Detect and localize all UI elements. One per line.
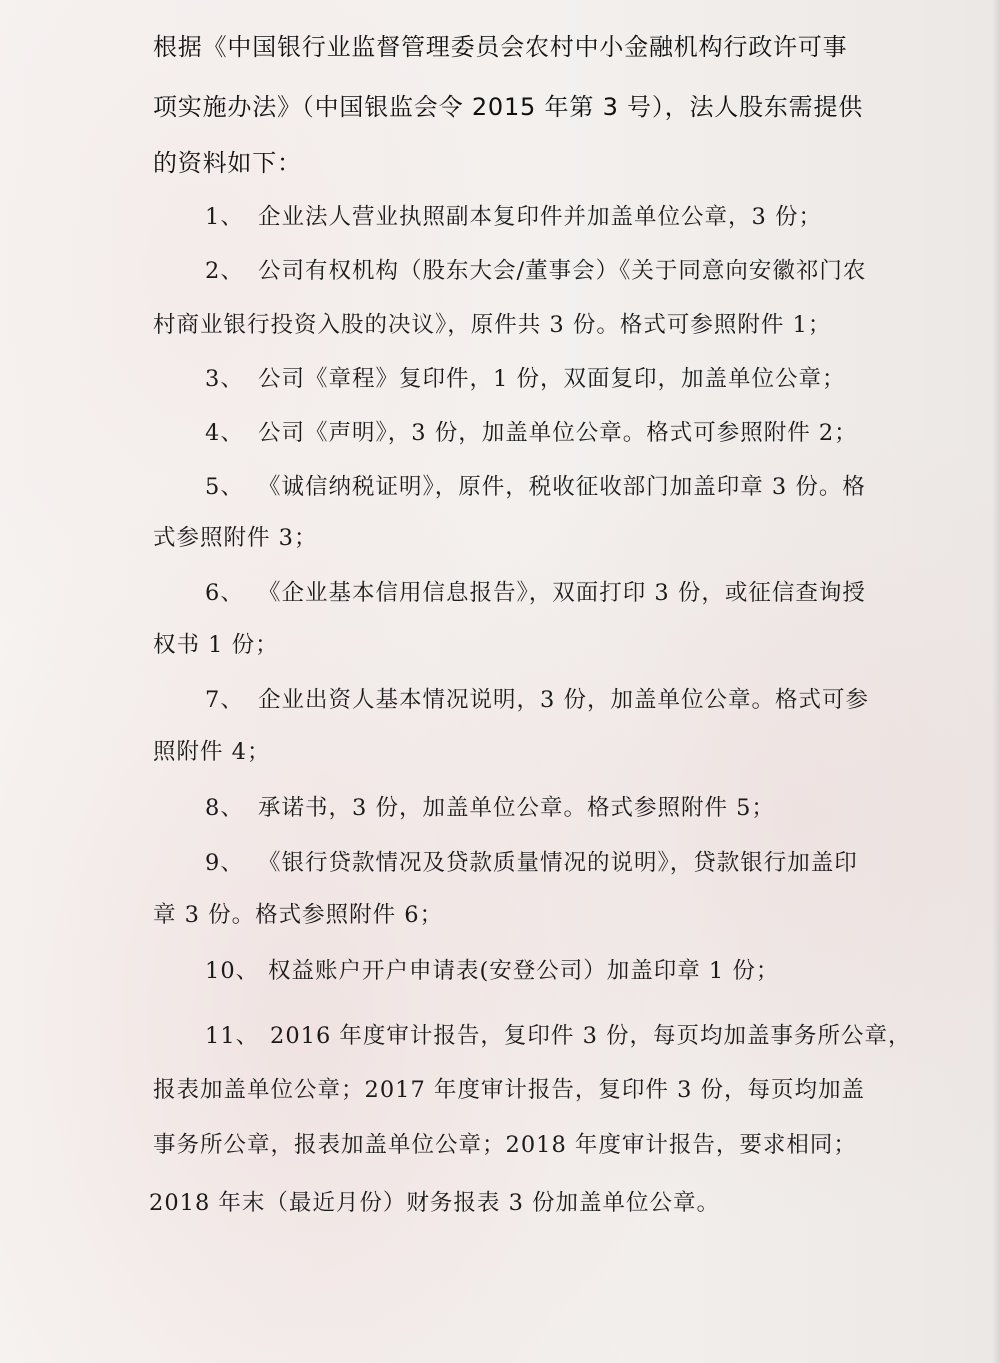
item-3-text: 公司《章程》复印件，1 份，双面复印，加盖单位公章； [258,366,846,392]
item-2-text-line-1: 公司有权机构（股东大会/董事会）《关于同意向安徽祁门农 [258,258,867,284]
item-8-number: 8、 [205,795,244,821]
item-2-text-line-2: 村商业银行投资入股的决议》，原件共 3 份。格式可参照附件 1； [153,312,832,338]
item-9-text-line-1: 《银行贷款情况及贷款质量情况的说明》，贷款银行加盖印 [258,850,858,876]
item-11-text-line-1: 2016 年度审计报告，复印件 3 份，每页均加盖事务所公章， [270,1023,912,1049]
item-1-text: 企业法人营业执照副本复印件并加盖单位公章，3 份； [258,204,822,230]
item-6-number: 6、 [205,580,244,606]
item-9-text-line-2: 章 3 份。格式参照附件 6； [153,902,444,928]
item-11-text-line-4: 2018 年末（最近月份）财务报表 3 份加盖单位公章。 [149,1190,721,1216]
item-7-text-line-1: 企业出资人基本情况说明，3 份，加盖单位公章。格式可参 [258,687,869,713]
intro-line-2: 项实施办法》（中国银监会令 2015 年第 3 号），法人股东需提供 [153,93,864,121]
item-1-number: 1、 [205,204,244,230]
item-6-text-line-2: 权书 1 份； [153,632,279,658]
item-10-number: 10、 [205,958,260,984]
item-4-text: 公司《声明》，3 份，加盖单位公章。格式可参照附件 2； [258,420,858,446]
item-7-number: 7、 [205,687,244,713]
item-3-number: 3、 [205,366,244,392]
intro-line-3: 的资料如下： [153,149,302,177]
item-2-number: 2、 [205,258,244,284]
item-11-number: 11、 [205,1023,260,1049]
item-9-number: 9、 [205,850,244,876]
item-11-text-line-2: 报表加盖单位公章；2017 年度审计报告，复印件 3 份，每页均加盖 [153,1077,866,1103]
intro-line-1: 根据《中国银行业监督管理委员会农村中小金融机构行政许可事 [153,33,848,61]
item-5-text-line-2: 式参照附件 3； [153,525,318,551]
item-10-text: 权益账户开户申请表(安登公司）加盖印章 1 份； [268,958,780,984]
item-4-number: 4、 [205,420,244,446]
item-5-number: 5、 [205,474,244,500]
item-7-text-line-2: 照附件 4； [153,739,271,765]
item-6-text-line-1: 《企业基本信用信息报告》，双面打印 3 份，或征信查询授 [258,580,866,606]
item-5-text-line-1: 《诚信纳税证明》，原件，税收征收部门加盖印章 3 份。格 [258,474,866,500]
page-edge-shadow [992,0,1000,1363]
item-8-text: 承诺书，3 份，加盖单位公章。格式参照附件 5； [258,795,775,821]
item-11-text-line-3: 事务所公章，报表加盖单位公章；2018 年度审计报告，要求相同； [153,1132,857,1158]
